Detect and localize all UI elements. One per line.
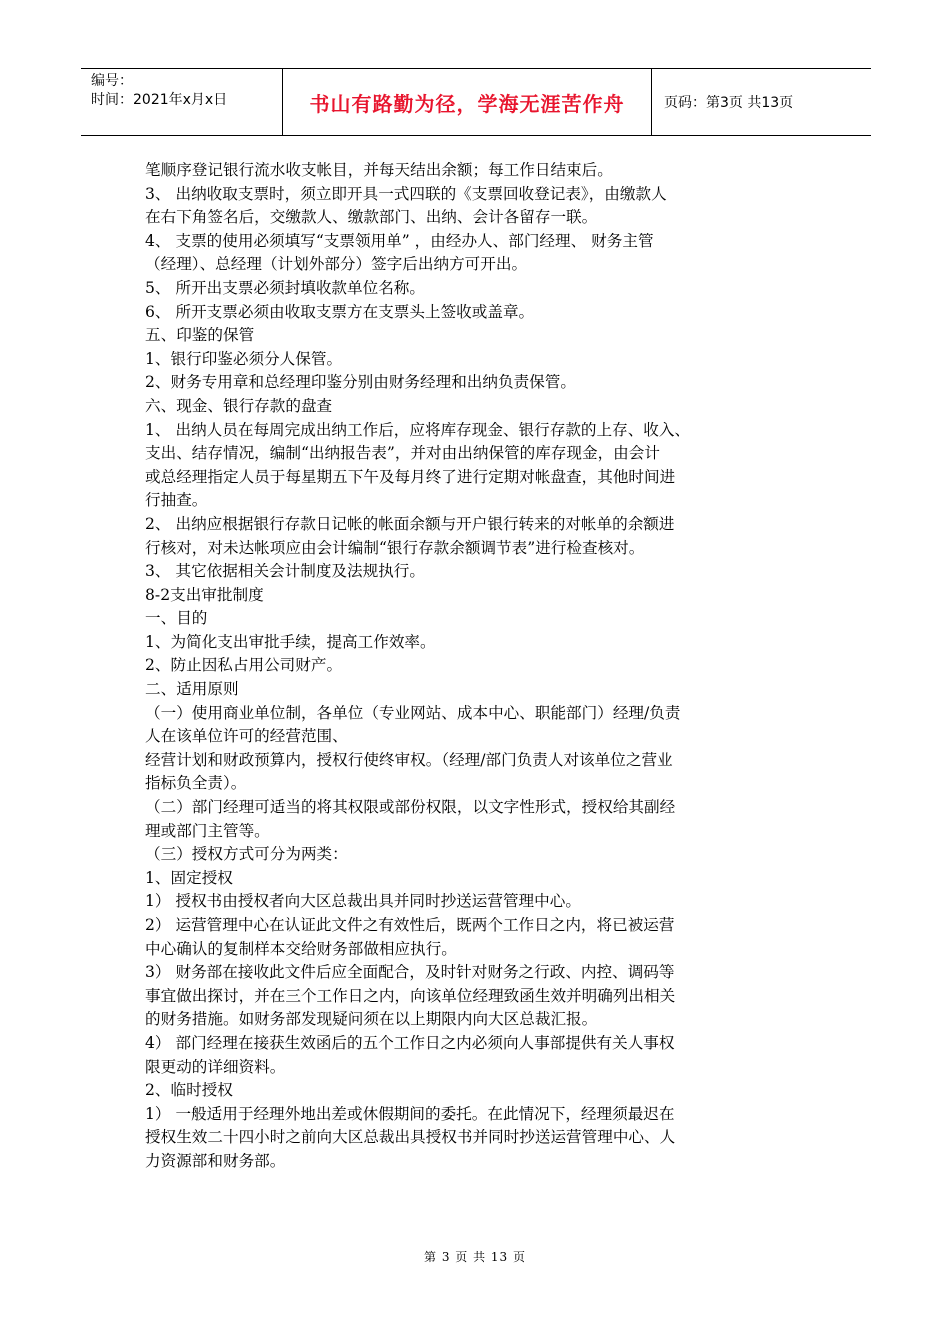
body-line: 3） 财务部在接收此文件后应全面配合，及时针对财务之行政、内控、调码等 [145, 963, 675, 982]
body-line: 理或部门主管等。 [145, 821, 270, 840]
body-line: （三）授权方式可分为两类： [145, 845, 348, 864]
body-line: 行核对，对未达帐项应由会计编制“银行存款余额调节表”进行检查核对。 [145, 538, 645, 557]
document-body [145, 159, 809, 1174]
body-line: 3、 其它依据相关会计制度及法规执行。 [145, 562, 425, 581]
body-line: 行抽查。 [145, 491, 208, 510]
page-footer: 第 3 页 共 13 页 [424, 1250, 526, 1264]
body-line: 1） 授权书由授权者向大区总裁出具并同时抄送运营管理中心。 [145, 892, 581, 911]
body-line: 1、 出纳人员在每周完成出纳工作后，应将库存现金、银行存款的上存、收入、 [145, 420, 691, 439]
body-line: 力资源部和财务部。 [145, 1151, 286, 1170]
body-line: 2） 运营管理中心在认证此文件之有效性后，既两个工作日之内，将已被运营 [145, 916, 675, 934]
body-line: 人在该单位许可的经营范围、 [145, 727, 348, 746]
header-page-info: 页码：第3页 共13页 [664, 95, 794, 111]
section-heading: 二、适用原则 [145, 680, 239, 699]
body-line: 1、银行印鉴必须分人保管。 [145, 349, 343, 368]
body-line: （经理）、总经理（计划外部分）签字后出纳方可开出。 [145, 255, 528, 274]
body-line: 4、 支票的使用必须填写“支票领用单” ，由经办人、部门经理、 财务主管 [145, 231, 654, 250]
body-line: 在右下角签名后，交缴款人、缴款部门、出纳、会计各留存一联。 [145, 208, 598, 227]
body-line: 1、为简化支出审批手续，提高工作效率。 [145, 632, 436, 651]
body-line: 4） 部门经理在接获生效函后的五个工作日之内必须向人事部提供有关人事权 [145, 1033, 675, 1052]
section-heading: 五、印鉴的保管 [145, 326, 255, 345]
header-motto: 书山有路勤为径，学海无涯苦作舟 [283, 69, 652, 135]
body-line: 或总经理指定人员于每星期五下午及每月终了进行定期对帐盘查，其他时间进 [145, 467, 676, 486]
body-line: 支出、结存情况，编制“出纳报告表”，并对由出纳保管的库存现金，由会计 [145, 444, 660, 463]
document-header [81, 68, 871, 136]
body-line: 3、 出纳收取支票时，须立即开具一式四联的《支票回收登记表》，由缴款人 [145, 184, 667, 203]
body-line: 6、 所开支票必须由收取支票方在支票头上签收或盖章。 [145, 302, 535, 321]
body-line: 笔顺序登记银行流水收支帐目，并每天结出余额；每工作日结束后。 [145, 161, 613, 179]
body-line: 事宜做出探讨，并在三个工作日之内，向该单位经理致函生效并明确列出相关 [145, 986, 676, 1005]
body-line: 的财务措施。如财务部发现疑问须在以上期限内向大区总裁汇报。 [145, 1010, 598, 1029]
body-line: （二）部门经理可适当的将其权限或部份权限，以文字性形式，授权给其副经 [145, 798, 676, 817]
body-line: 中心确认的复制样本交给财务部做相应执行。 [145, 939, 457, 958]
section-heading: 一、目的 [145, 609, 208, 628]
subsection-heading: 2、临时授权 [145, 1081, 233, 1100]
time-label: 时间：2021年x月x日 [91, 92, 228, 108]
subsection-heading: 1、固定授权 [145, 868, 233, 887]
body-line: 2、 出纳应根据银行存款日记帐的帐面余额与开户银行转来的对帐单的余额进 [145, 514, 675, 533]
body-line: 指标负全责）。 [145, 774, 247, 793]
body-line: 2、防止因私占用公司财产。 [145, 656, 343, 675]
chapter-heading: 8-2支出审批制度 [145, 585, 264, 604]
body-line: 1） 一般适用于经理外地出差或休假期间的委托。在此情况下，经理须最迟在 [145, 1104, 675, 1123]
body-line: 限更动的详细资料。 [145, 1057, 286, 1076]
body-line: 经营计划和财政预算内，授权行使终审权。（经理/部门负责人对该单位之营业 [145, 750, 673, 769]
body-line: 5、 所开出支票必须封填收款单位名称。 [145, 278, 425, 297]
body-line: 2、财务专用章和总经理印鉴分别由财务经理和出纳负责保管。 [145, 373, 576, 392]
body-line: 授权生效二十四小时之前向大区总裁出具授权书并同时抄送运营管理中心、人 [145, 1128, 676, 1147]
number-label: 编号： [91, 73, 133, 89]
body-line: （一）使用商业单位制，各单位（专业网站、成本中心、职能部门）经理/负责 [145, 703, 681, 722]
section-heading: 六、现金、银行存款的盘查 [145, 396, 333, 415]
header-meta [81, 69, 283, 135]
